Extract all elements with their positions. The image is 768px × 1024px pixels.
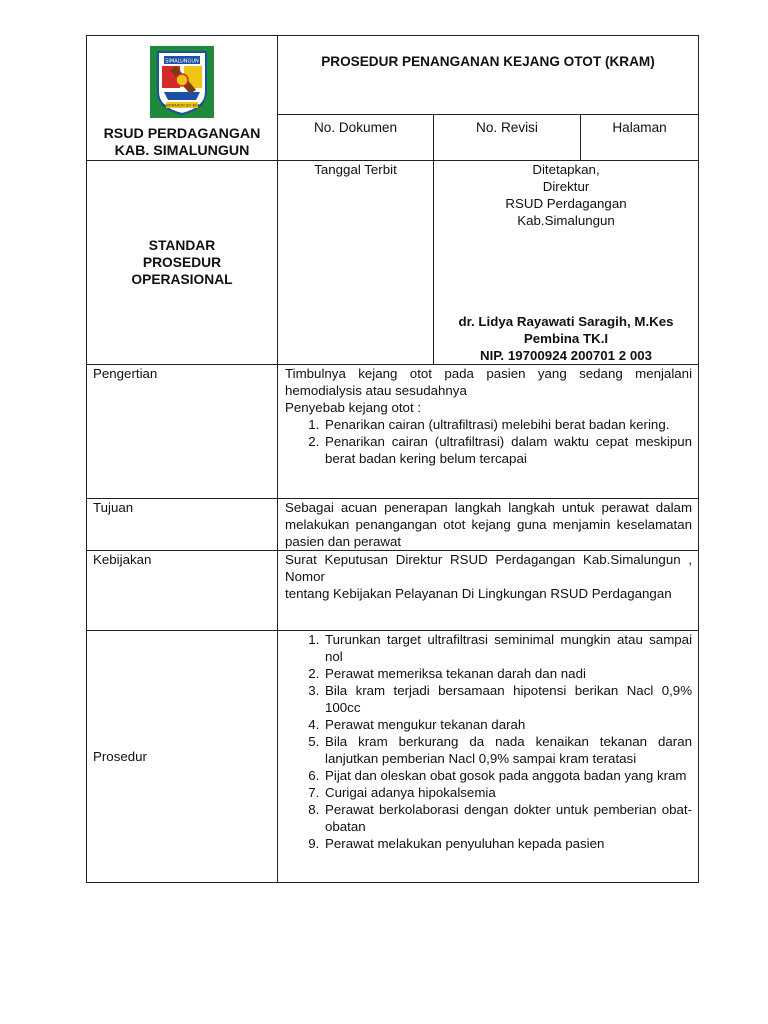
- tujuan-label: Tujuan: [87, 499, 278, 551]
- prosedur-label: Prosedur: [87, 631, 278, 883]
- list-item: 2. Perawat memeriksa tekanan darah dan nadi: [323, 665, 692, 682]
- signer-name: dr. Lidya Rayawati Saragih, M.Kes: [458, 314, 674, 329]
- kebijakan-label: Kebijakan: [87, 551, 278, 631]
- tujuan-content: Sebagai acuan penerapan langkah langkah untuk perawat dalam melakukan penangangan otot kejang guna menjamin keselamatan pasien dan perawat: [278, 499, 699, 551]
- prosedur-content: [278, 631, 699, 883]
- list-item: 1. Penarikan cairan (ultrafiltrasi) melebihi berat badan kering.: [323, 416, 692, 433]
- list-item: 2. Penarikan cairan (ultrafiltrasi) dalam waktu cepat meskipun berat badan kering belum tercapai: [323, 433, 692, 467]
- sop-document: [86, 35, 698, 883]
- ditetapkan-block: Ditetapkan, Direktur RSUD Perdagangan Kab.Simalungun: [505, 162, 627, 228]
- pengertian-content: Timbulnya kejang otot pada pasien yang sedang menjalani hemodialysis atau sesudahnya Penyebab kejang otot : 1. Penarikan cairan (ultrafiltrasi) melebihi berat badan kering. 2. Penarikan cairan (ultrafiltrasi) dalam waktu cepat meskipun berat badan kering belum tercapai: [278, 365, 699, 499]
- kebijakan-content: Surat Keputusan Direktur RSUD Perdagangan Kab.Simalungun , Nomor tentang Kebijakan Pelayanan Di Lingkungan RSUD Perdagangan: [278, 551, 699, 631]
- list-item: 1. Turunkan target ultrafiltrasi seminimal mungkin atau sampai nol: [323, 631, 692, 665]
- sop-label: STANDAR PROSEDUR OPERASIONAL: [87, 161, 278, 365]
- signer-rank: Pembina TK.I: [523, 331, 609, 346]
- list-item: 5. Bila kram berkurang da nada kenaikan tekanan daran lanjutkan pemberian Nacl 0,9% sampai kram teratasi: [323, 733, 692, 767]
- list-item: 9. Perawat melakukan penyuluhan kepada pasien: [323, 835, 692, 852]
- hospital-logo: [87, 36, 277, 118]
- simalungun-emblem-icon: [150, 46, 214, 118]
- svg-text:HABONARON DO BONA: HABONARON DO BONA: [161, 103, 203, 108]
- signature-block: [434, 161, 699, 365]
- document-title: PROSEDUR PENANGANAN KEJANG OTOT (KRAM): [278, 36, 699, 115]
- signer-nip: NIP. 19700924 200701 2 003: [479, 348, 653, 363]
- svg-text:SIMALUNGUN: SIMALUNGUN: [165, 58, 199, 65]
- hospital-name: RSUD PERDAGANGAN KAB. SIMALUNGUN: [103, 126, 261, 159]
- penyebab-list: [285, 416, 692, 467]
- pengertian-label: Pengertian: [87, 365, 278, 499]
- list-item: 8. Perawat berkolaborasi dengan dokter untuk pemberian obat-obatan: [323, 801, 692, 835]
- sop-table: [86, 35, 699, 883]
- tanggal-terbit-label: Tanggal Terbit: [278, 161, 434, 365]
- list-item: 6. Pijat dan oleskan obat gosok pada anggota badan yang kram: [323, 767, 692, 784]
- no-dokumen-label: No. Dokumen: [278, 114, 434, 160]
- halaman-label: Halaman: [581, 114, 699, 160]
- list-item: 7. Curigai adanya hipokalsemia: [323, 784, 692, 801]
- prosedur-list: [285, 631, 692, 852]
- signer-block: [434, 313, 698, 364]
- list-item: 4. Perawat mengukur tekanan darah: [323, 716, 692, 733]
- list-item: 3. Bila kram terjadi bersamaan hipotensi berikan Nacl 0,9% 100cc: [323, 682, 692, 716]
- hospital-cell: [87, 36, 278, 161]
- no-revisi-label: No. Revisi: [434, 114, 581, 160]
